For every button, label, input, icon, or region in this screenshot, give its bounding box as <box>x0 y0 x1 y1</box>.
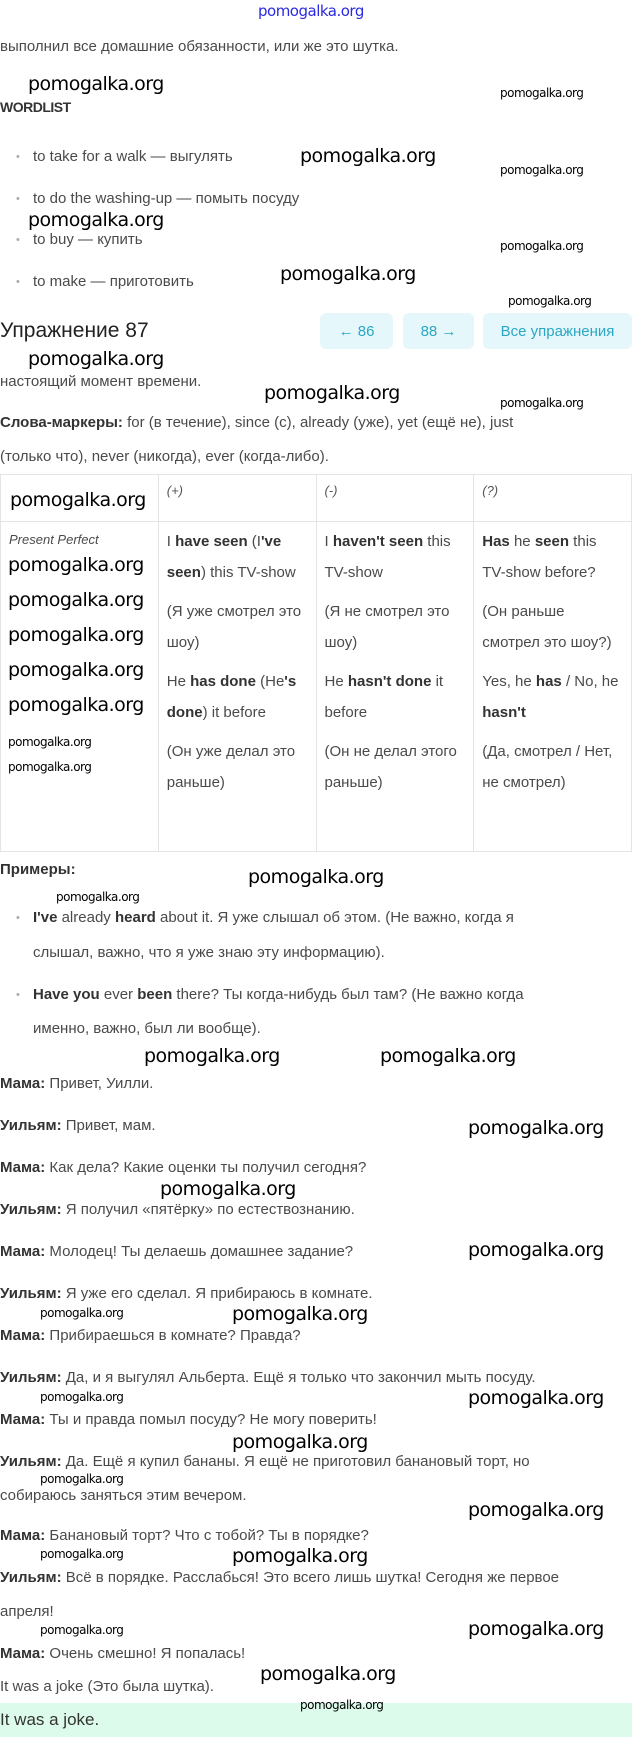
watermark: pomogalka.org <box>8 735 92 749</box>
watermark: pomogalka.org <box>232 1431 368 1453</box>
watermark: pomogalka.org <box>500 163 584 177</box>
examples-label: Примеры: <box>0 861 76 878</box>
list-item: • to buy — купить <box>16 230 143 250</box>
watermark: pomogalka.org <box>40 1306 124 1320</box>
watermark: pomogalka.org <box>144 1045 280 1067</box>
all-exercises-button[interactable]: Все упражнения <box>483 313 632 349</box>
list-item: • Have you ever been there? Ты когда-нибудь был там? (Не важно когда <box>16 985 524 1005</box>
watermark: pomogalka.org <box>468 1618 604 1640</box>
dialogue-line: Мама: Привет, Уилли. <box>0 1075 154 1092</box>
example-text: слышал, важно, что я уже знаю эту информацию). <box>33 944 385 961</box>
example-text: именно, важно, был ли вообще). <box>33 1020 261 1037</box>
site-logo[interactable]: pomogalka.org <box>258 2 364 20</box>
answer-box: It was a joke. <box>0 1703 632 1737</box>
dialogue-line: Мама: Очень смешно! Я попалась! <box>0 1645 246 1662</box>
watermark: pomogalka.org <box>468 1387 604 1409</box>
markers-line: Слова-маркеры: for (в течение), since (с), already (уже), yet (ещё не), just <box>0 414 514 431</box>
watermark: pomogalka.org <box>468 1499 604 1521</box>
watermark: pomogalka.org <box>56 890 140 904</box>
dialogue-line: Мама: Как дела? Какие оценки ты получил сегодня? <box>0 1159 367 1176</box>
watermark: pomogalka.org <box>248 866 384 888</box>
watermark: pomogalka.org <box>8 589 144 611</box>
dialogue-line: Мама: Молодец! Ты делаешь домашнее задание? <box>0 1243 354 1260</box>
watermark: pomogalka.org <box>28 73 164 95</box>
watermark: pomogalka.org <box>500 396 584 410</box>
watermark: pomogalka.org <box>508 294 592 308</box>
dialogue-line: Мама: Прибираешься в комнате? Правда? <box>0 1327 301 1344</box>
watermark: pomogalka.org <box>380 1045 516 1067</box>
watermark: pomogalka.org <box>232 1303 368 1325</box>
col-positive: (+) <box>158 475 316 522</box>
watermark: pomogalka.org <box>40 1547 124 1561</box>
next-exercise-button[interactable]: 88 → <box>403 313 474 349</box>
watermark: pomogalka.org <box>232 1545 368 1567</box>
watermark: pomogalka.org <box>300 145 436 167</box>
watermark: pomogalka.org <box>300 1698 384 1712</box>
dialogue-line: собираюсь заняться этим вечером. <box>0 1487 247 1504</box>
dialogue-line: Уильям: Привет, мам. <box>0 1117 156 1134</box>
text-line: настоящий момент времени. <box>0 373 202 390</box>
exercise-title: Упражнение 87 <box>0 319 149 342</box>
intro-text: выполнил все домашние обязанности, или же это шутка. <box>0 38 399 55</box>
row-label: Present Perfect <box>1 522 159 852</box>
tense-table: (+) (-) (?) Present Perfect I have seen (I've seen) this TV-show (Я уже смотрел это шоу) He has done (He's done) it before (Он уже делал это раньше) I haven't seen this TV-show (Я не смотрел это шоу) He hasn't done it before (Он не делал этого раньше) Has he seen this TV-show before? (Он раньше смотрел это шоу?) Yes, he has / No, he hasn't (Да, смотрел / Нет, не смотрел) <box>0 474 632 852</box>
watermark: pomogalka.org <box>500 239 584 253</box>
watermark: pomogalka.org <box>500 86 584 100</box>
wordlist-title: WORDLIST <box>0 99 71 115</box>
watermark: pomogalka.org <box>8 554 144 576</box>
watermark: pomogalka.org <box>8 624 144 646</box>
dialogue-line: Уильям: Я получил «пятёрку» по естествознанию. <box>0 1201 355 1218</box>
watermark: pomogalka.org <box>10 489 146 511</box>
watermark: pomogalka.org <box>40 1472 124 1486</box>
joke-line: It was a joke (Это была шутка). <box>0 1678 214 1695</box>
markers-line: (только что), never (никогда), ever (когда-либо). <box>0 448 329 465</box>
dialogue-line: Уильям: Всё в порядке. Расслабься! Это всего лишь шутка! Сегодня же первое <box>0 1569 560 1586</box>
watermark: pomogalka.org <box>260 1663 396 1685</box>
watermark: pomogalka.org <box>468 1239 604 1261</box>
dialogue-line: Мама: Банановый торт? Что с тобой? Ты в порядке? <box>0 1527 369 1544</box>
watermark: pomogalka.org <box>160 1178 296 1200</box>
watermark: pomogalka.org <box>8 659 144 681</box>
dialogue-line: Уильям: Да, и я выгулял Альберта. Ещё я только что закончил мыть посуду. <box>0 1369 536 1386</box>
watermark: pomogalka.org <box>264 382 400 404</box>
watermark: pomogalka.org <box>28 209 164 231</box>
watermark: pomogalka.org <box>40 1623 124 1637</box>
dialogue-line: Мама: Ты и правда помыл посуду? Не могу поверить! <box>0 1411 377 1428</box>
watermark: pomogalka.org <box>280 263 416 285</box>
watermark: pomogalka.org <box>28 348 164 370</box>
list-item: • to make — приготовить <box>16 272 194 292</box>
list-item: • to take for a walk — выгулять <box>16 147 233 167</box>
col-negative: (-) <box>316 475 474 522</box>
dialogue-line: апреля! <box>0 1603 54 1620</box>
prev-exercise-button[interactable]: ← 86 <box>320 313 393 349</box>
watermark: pomogalka.org <box>8 760 92 774</box>
watermark: pomogalka.org <box>40 1390 124 1404</box>
col-question: (?) <box>474 475 632 522</box>
watermark: pomogalka.org <box>468 1117 604 1139</box>
list-item: • I've already heard about it. Я уже слышал об этом. (Не важно, когда я <box>16 908 514 928</box>
dialogue-line: Уильям: Да. Ещё я купил бананы. Я ещё не приготовил банановый торт, но <box>0 1453 530 1470</box>
watermark: pomogalka.org <box>8 694 144 716</box>
dialogue-line: Уильям: Я уже его сделал. Я прибираюсь в комнате. <box>0 1285 373 1302</box>
list-item: • to do the washing-up — помыть посуду <box>16 189 299 209</box>
